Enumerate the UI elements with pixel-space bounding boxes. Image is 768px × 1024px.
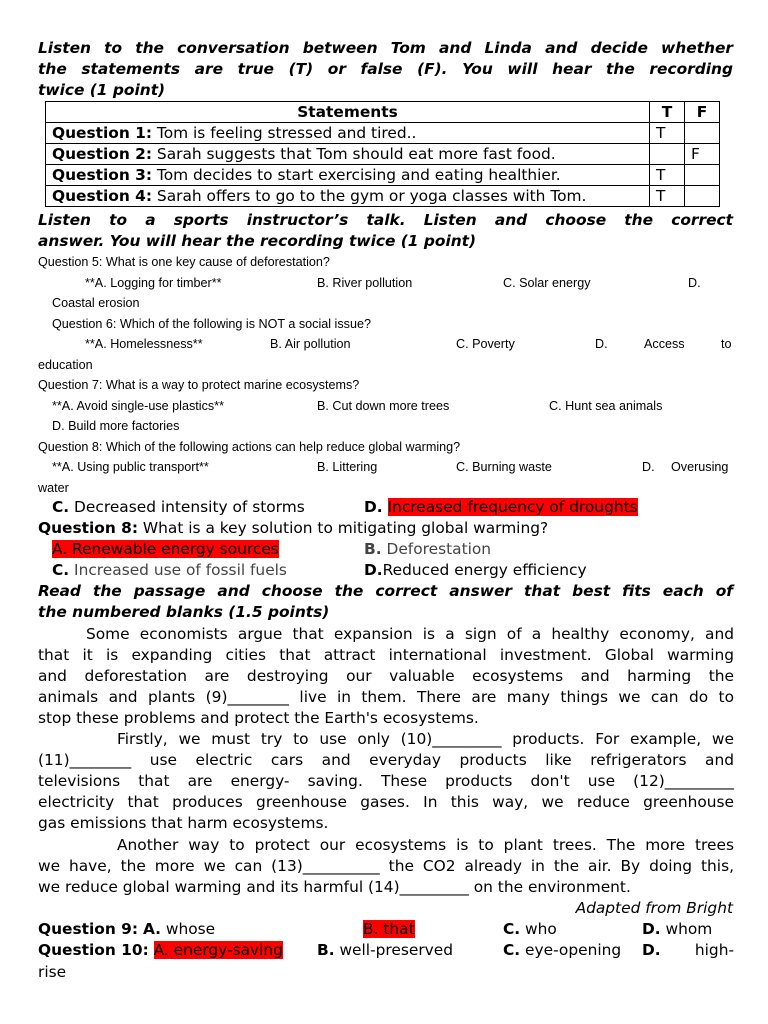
table-header-row (46, 102, 720, 123)
instruction-2-line-2: answer. You will hear the recording twice (1 point) (38, 232, 477, 250)
highlighted-answer: B. that (363, 920, 415, 938)
q10-option-d (642, 940, 734, 961)
q6-option-d-word2: to (721, 337, 732, 351)
q5-question: Question 5: What is one key cause of deforestation? (38, 255, 330, 269)
option-label: A. (142, 920, 161, 938)
instruction-1-line-1: Listen to the conversation between Tom and Linda and decide whether (38, 39, 733, 57)
option-text: high- (694, 941, 734, 959)
q6-option-c: C. Poverty (456, 337, 515, 351)
q7-option-c: C. Hunt sea animals (549, 399, 663, 413)
passage-line: we reduce global warming and its harmful (14)_________ on the environment. (38, 878, 631, 896)
highlighted-answer: Increased frequency of droughts (387, 498, 638, 516)
f-cell (685, 123, 720, 144)
q8-option-d-continued: water (38, 481, 69, 495)
option-label: B. (317, 941, 335, 959)
question-label: Question 9: (38, 920, 139, 938)
t-cell: T (650, 186, 685, 207)
instruction-2-line-1: Listen to a sports instructor’s talk. Listen and choose the correct (38, 211, 733, 229)
t-cell: T (650, 165, 685, 186)
passage-line: stop these problems and protect the Earth's ecosystems. (38, 709, 479, 727)
option-label: C. (52, 498, 70, 516)
table-row (46, 165, 720, 186)
q9-option-d (642, 919, 712, 940)
option-text: whom (660, 920, 713, 938)
question-label: Question 4: (52, 187, 153, 205)
extra-option-d (364, 497, 638, 518)
option-label: D. (364, 561, 383, 579)
q8-option-a: **A. Using public transport** (52, 460, 209, 474)
question-label: Question 8: (38, 519, 139, 537)
passage-line: we have, the more we can (13)__________ the CO2 already in the air. By doing this, (38, 857, 734, 875)
table-row (46, 144, 720, 165)
q5-option-b: B. River pollution (317, 276, 413, 290)
q6-question: Question 6: Which of the following is NOT a social issue? (52, 317, 371, 331)
q10-label-line (38, 940, 283, 961)
option-label: C. (503, 920, 521, 938)
key-option-b (364, 539, 491, 560)
extra-option-c (52, 497, 305, 518)
option-label: D. (364, 498, 383, 516)
instruction-1-line-2: the statements are true (T) or false (F). You will hear the recording (38, 60, 733, 78)
q7-question: Question 7: What is a way to protect marine ecosystems? (38, 378, 360, 392)
q5-option-d: D. (688, 276, 701, 290)
passage-line: (11)________ use electric cars and everyday products like refrigerators and (38, 751, 734, 769)
q8-option-d-label: D. (642, 460, 655, 474)
q9-option-c (503, 919, 557, 940)
passage-line: televisions that are energy- saving. These products don't use (12)_________ (38, 772, 734, 790)
q7-option-a: **A. Avoid single-use plastics** (52, 399, 224, 413)
t-cell: T (650, 123, 685, 144)
q5-option-c: C. Solar energy (503, 276, 591, 290)
option-text: eye-opening (520, 941, 622, 959)
header-t: T (650, 102, 685, 123)
q9-label-line (38, 919, 215, 940)
statement-cell (46, 186, 650, 207)
passage-line: and deforestation are destroying our valuable ecosystems and harming the (38, 667, 734, 685)
q8-option-b: B. Littering (317, 460, 378, 474)
table-row (46, 123, 720, 144)
highlighted-answer: A. energy-saving (153, 941, 283, 959)
option-text: Decreased intensity of storms (69, 498, 305, 516)
q6-option-d-word1: Access (644, 337, 685, 351)
statement-text: Sarah offers to go to the gym or yoga classes with Tom. (152, 187, 587, 205)
q6-option-d-continued: education (38, 358, 93, 372)
q10-option-c (503, 940, 621, 961)
passage-source: Adapted from Bright (575, 899, 733, 917)
option-label: C. (503, 941, 521, 959)
q8-question: Question 8: Which of the following actions can help reduce global warming? (38, 440, 461, 454)
passage-line: animals and plants (9)________ live in them. There are many things we can do to (38, 688, 734, 706)
f-cell (685, 165, 720, 186)
statements-table (45, 101, 720, 207)
option-label: D. (642, 920, 661, 938)
key-option-c (52, 560, 287, 581)
highlighted-answer: A. Renewable energy sources (52, 540, 279, 558)
f-cell (685, 186, 720, 207)
passage-line: that it is expanding cities that attract international investment. Global warming (38, 646, 734, 664)
option-label: C. (52, 561, 70, 579)
option-label: D. (642, 941, 661, 959)
instruction-3-line-1: Read the passage and choose the correct answer that best fits each of (38, 582, 733, 600)
question-label: Question 10: (38, 941, 149, 959)
instruction-3-line-2: the numbered blanks (1.5 points) (38, 603, 330, 621)
t-cell (650, 144, 685, 165)
option-text: well-preserved (334, 941, 454, 959)
key-option-a (52, 539, 279, 560)
statement-cell (46, 165, 650, 186)
passage-line: Another way to protect our ecosystems is to plant trees. The more trees (117, 836, 734, 854)
option-text: Deforestation (381, 540, 492, 558)
passage-line: gas emissions that harm ecosystems. (38, 814, 329, 832)
question-label: Question 3: (52, 166, 153, 184)
option-label: B. (364, 540, 382, 558)
q7-option-d: D. Build more factories (52, 419, 180, 433)
option-text: Increased use of fossil fuels (69, 561, 287, 579)
q6-option-a: **A. Homelessness** (85, 337, 203, 351)
q9-option-b (363, 919, 415, 940)
q6-option-d-label: D. (595, 337, 608, 351)
statement-cell (46, 123, 650, 144)
instruction-1-line-3: twice (1 point) (38, 81, 166, 99)
q6-option-b: B. Air pollution (270, 337, 351, 351)
q10-option-d-continued: rise (38, 963, 67, 981)
q8-option-c: C. Burning waste (456, 460, 552, 474)
key-option-d (364, 560, 587, 581)
statement-text: Sarah suggests that Tom should eat more fast food. (152, 145, 556, 163)
option-text: who (520, 920, 557, 938)
q7-option-b: B. Cut down more trees (317, 399, 450, 413)
q5-option-d-continued: Coastal erosion (52, 296, 140, 310)
passage-line: Firstly, we must try to use only (10)_________ products. For example, we (117, 730, 734, 748)
statement-cell (46, 144, 650, 165)
table-row (46, 186, 720, 207)
header-statements: Statements (46, 102, 650, 123)
header-f: F (685, 102, 720, 123)
question-label: Question 2: (52, 145, 153, 163)
f-cell: F (685, 144, 720, 165)
option-text: whose (160, 920, 216, 938)
question-8-key-solution (38, 518, 548, 539)
option-text: Reduced energy efficiency (382, 561, 587, 579)
statement-text: Tom is feeling stressed and tired.. (152, 124, 417, 142)
passage-line: Some economists argue that expansion is a sign of a healthy economy, and (86, 625, 734, 643)
question-text: What is a key solution to mitigating global warming? (138, 519, 549, 537)
statement-text: Tom decides to start exercising and eating healthier. (152, 166, 561, 184)
q5-option-a: **A. Logging for timber** (85, 276, 222, 290)
passage-line: electricity that produces greenhouse gases. In this way, we reduce greenhouse (38, 793, 734, 811)
q8-option-d-word: Overusing (671, 460, 729, 474)
q10-option-b (317, 940, 453, 961)
question-label: Question 1: (52, 124, 153, 142)
